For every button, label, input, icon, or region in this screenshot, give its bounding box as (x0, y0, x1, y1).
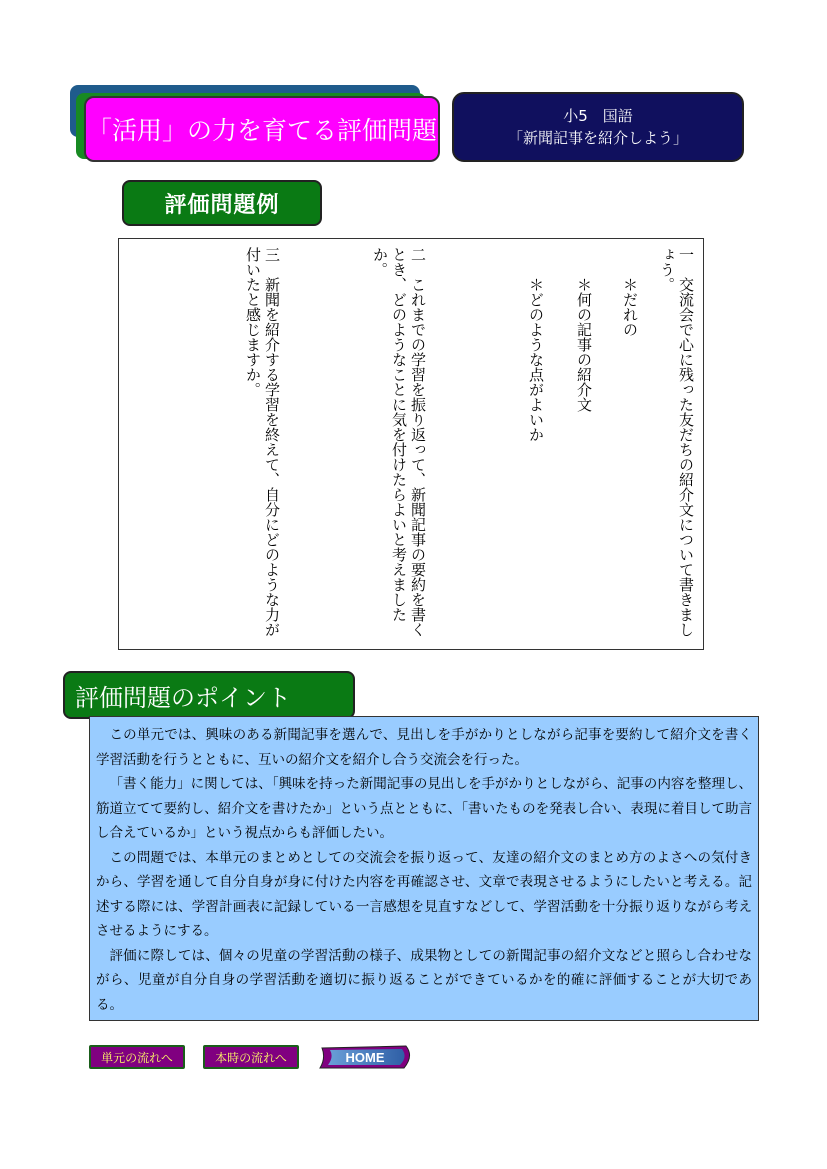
subject-grade: 小5 国語 (563, 107, 633, 125)
example-section-label: 評価問題例 (122, 180, 322, 226)
subject-unit-title: 「新聞記事を紹介しよう」 (507, 129, 688, 147)
points-paragraph-3: この問題では、本単元のまとめとしての交流会を振り返って、友達の紹介文のまとめ方のよさへの気付きから、学習を通して自分自身が身に付けた内容を再確認させ、文章で表現させるようにしたいと考える。記述する際には、学習計画表に記録している一言感想を見直すなどして、学習活動を十分振り返りながら考えさせるようにする。 (96, 849, 752, 939)
page-title: 「活用」の力を育てる評価問題 (84, 96, 440, 162)
points-paragraph-4: 評価に際しては、個々の児童の学習活動の様子、成果物としての新聞記事の紹介文などと照らし合わせながら、児童が自分自身の学習活動を適切に振り返ることができているかを的確に評価することが大切である。 (96, 947, 752, 1013)
unit-flow-button[interactable]: 単元の流れへ (89, 1045, 185, 1069)
question-1-item-how: ＊どのような点がよいか (527, 277, 545, 442)
home-button-shape (318, 1044, 414, 1070)
question-1-item-who: ＊だれの (621, 277, 639, 337)
points-paragraph-1: この単元では、興味のある新聞記事を選んで、見出しを手がかりとしながら記事を要約して紹介文を書く学習活動を行うとともに、互いの紹介文を紹介し合う交流会を行った。 (96, 727, 752, 768)
question-3: 三 新聞を紹介する学習を終えて、自分にどのような力が付いたと感じますか。 (244, 247, 281, 637)
lesson-flow-button[interactable]: 本時の流れへ (203, 1045, 299, 1069)
question-1: 一 交流会で心に残った友だちの紹介文について書きましょう。 (658, 247, 695, 637)
question-2: 二 これまでの学習を振り返って、新聞記事の要約を書くとき、どのようなことに気を付けたらよいと考えましたか。 (371, 247, 427, 637)
question-box (118, 238, 704, 650)
subject-box (452, 92, 744, 162)
points-section-label: 評価問題のポイント (63, 671, 355, 719)
home-button-label: HOME (345, 1050, 385, 1065)
points-paragraph-2: 「書く能力」に関しては、「興味を持った新聞記事の見出しを手がかりとしながら、記事の内容を整理し、筋道立てて要約し、紹介文を書けたか」という点とともに、「書いたものを発表し合い、表現に着目して助言し合えているか」という視点からも評価したい。 (96, 776, 752, 841)
home-button[interactable] (318, 1044, 414, 1070)
question-1-item-what: ＊何の記事の紹介文 (575, 277, 593, 412)
points-text-box (89, 716, 759, 1021)
